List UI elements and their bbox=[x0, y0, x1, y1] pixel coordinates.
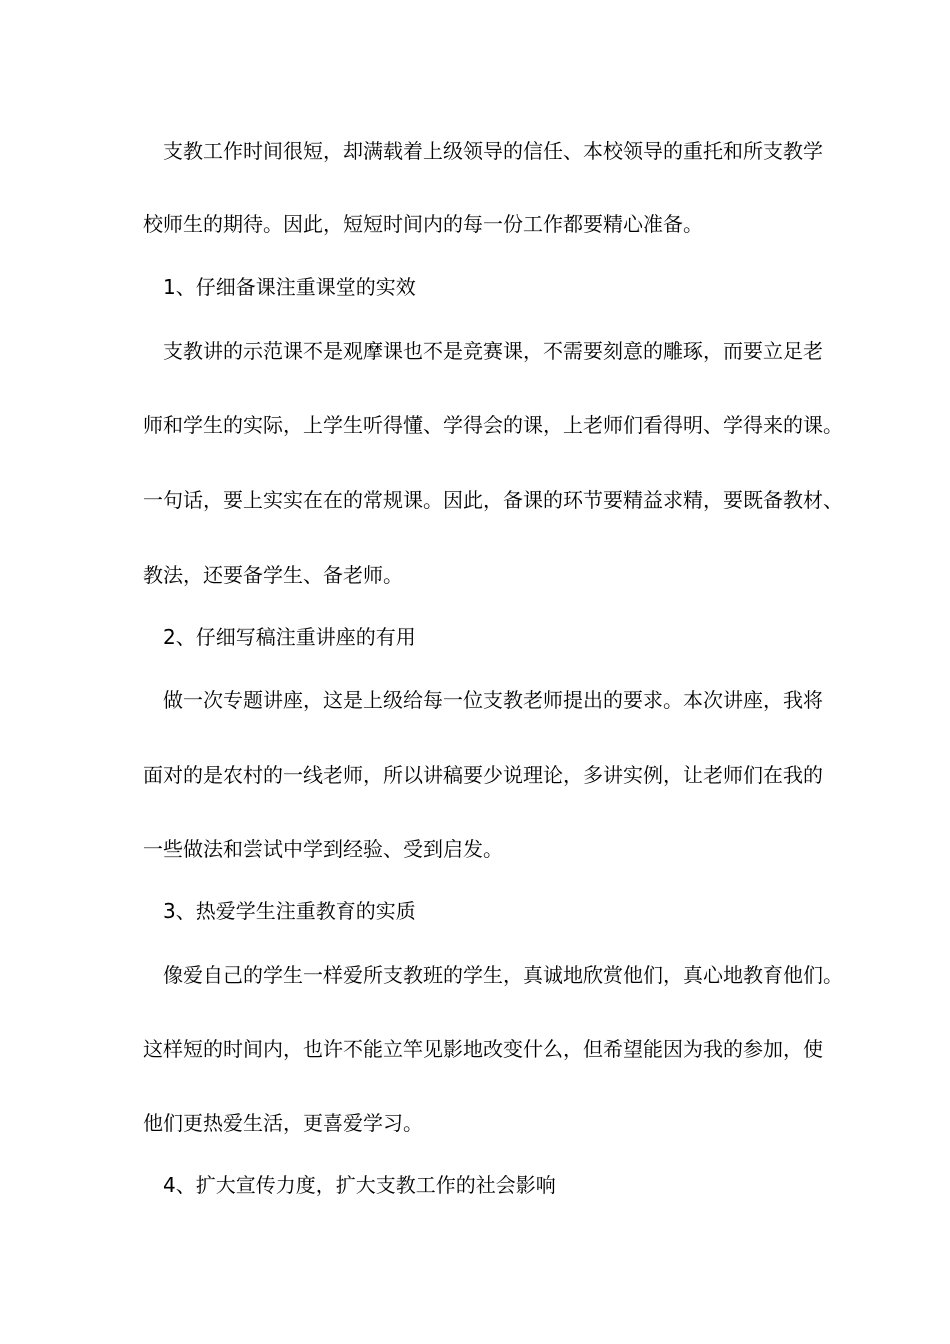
section-heading-1: 1、仔细备课注重课堂的实效 bbox=[163, 275, 416, 299]
paragraph-3-line-1: 做一次专题讲座，这是上级给每一位支教老师提出的要求。本次讲座，我将 bbox=[163, 688, 823, 712]
section-heading-3: 3、热爱学生注重教育的实质 bbox=[163, 899, 416, 923]
paragraph-4-line-2: 这样短的时间内，也许不能立竿见影地改变什么，但希望能因为我的参加，使 bbox=[143, 1037, 823, 1061]
paragraph-4-line-1: 像爱自己的学生一样爱所支教班的学生，真诚地欣赏他们，真心地教育他们。 bbox=[163, 963, 843, 987]
paragraph-3-line-3: 一些做法和尝试中学到经验、受到启发。 bbox=[143, 837, 503, 861]
paragraph-2-line-3: 一句话，要上实实在在的常规课。因此，备课的环节要精益求精，要既备教材、 bbox=[143, 488, 843, 512]
paragraph-2-line-2: 师和学生的实际，上学生听得懂、学得会的课，上老师们看得明、学得来的课。 bbox=[143, 413, 843, 437]
paragraph-3-line-2: 面对的是农村的一线老师，所以讲稿要少说理论，多讲实例，让老师们在我的 bbox=[143, 763, 823, 787]
paragraph-4-line-3: 他们更热爱生活，更喜爱学习。 bbox=[143, 1111, 423, 1135]
section-heading-2: 2、仔细写稿注重讲座的有用 bbox=[163, 625, 416, 649]
paragraph-1-line-1: 支教工作时间很短，却满载着上级领导的信任、本校领导的重托和所支教学 bbox=[163, 139, 823, 163]
paragraph-2-line-4: 教法，还要备学生、备老师。 bbox=[143, 563, 403, 587]
section-heading-4: 4、扩大宣传力度，扩大支教工作的社会影响 bbox=[163, 1173, 556, 1197]
paragraph-1-line-2: 校师生的期待。因此，短短时间内的每一份工作都要精心准备。 bbox=[143, 212, 703, 236]
paragraph-2-line-1: 支教讲的示范课不是观摩课也不是竞赛课，不需要刻意的雕琢，而要立足老 bbox=[163, 339, 823, 363]
